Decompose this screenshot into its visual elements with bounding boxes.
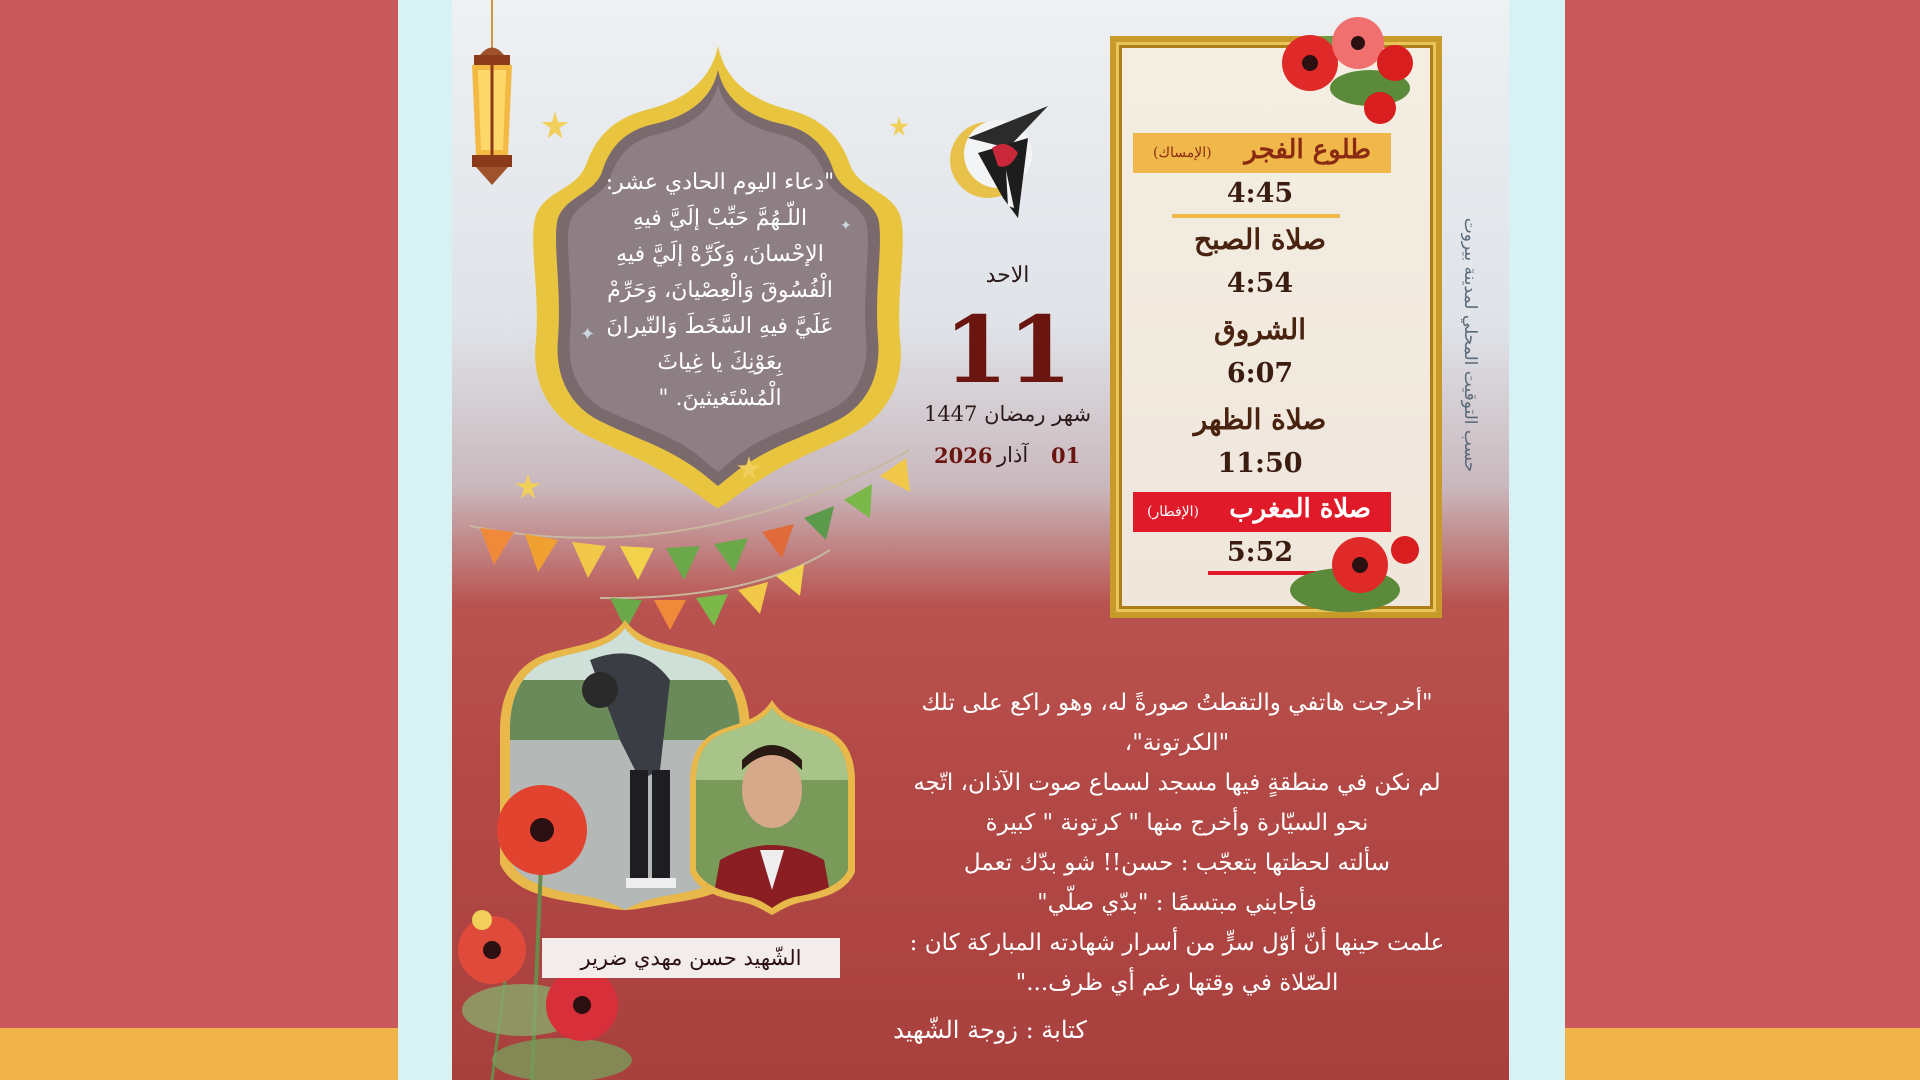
dua-line: الْمُسْتَغيثينَ. " [658, 386, 782, 411]
maghrib-sublabel: (الإفطار) [1147, 504, 1200, 520]
hijri-date: شهر رمضان 1447 [923, 402, 1092, 426]
story-line: "أخرجت هاتفي والتقطتُ صورةً له، وهو راكع على تلك [921, 690, 1433, 716]
right-side-background [1565, 0, 1920, 1080]
dua-line: بِعَوْنِكَ يا غِياثَ [657, 350, 783, 375]
story-line: نحو السيّارة وأخرج منها " كرتونة " كبيرة [985, 810, 1369, 836]
gregorian-month: آذار [997, 443, 1029, 467]
story-line: سألته لحظتها بتعجّب : حسن!! شو بدّك تعمل [963, 850, 1391, 876]
poppy-flower-icon [1270, 8, 1420, 138]
svg-text:✦: ✦ [840, 218, 852, 234]
left-side-background [0, 0, 398, 1080]
story-line: فأجابني مبتسمًا : "بدّي صلّي" [1037, 890, 1317, 916]
poppy-flower-icon [452, 760, 652, 1080]
shurooq-time: 6:07 [1226, 358, 1294, 389]
dua-line: الْفُسُوقَ وَالْعِصْيانَ، وَحَرِّمْ [607, 278, 833, 303]
bunting-flags [470, 430, 950, 630]
dua-line: الإحْسانَ، وَكَرِّهْ إلَيَّ فيهِ [616, 242, 824, 267]
timezone-note: حسب التوقيت المحلي لمدينة بيروت [1460, 217, 1480, 473]
maghrib-time: 5:52 [1226, 537, 1294, 568]
martyr-portrait [690, 700, 855, 915]
fajr-time: 4:45 [1226, 178, 1294, 209]
dhuhr-time: 11:50 [1217, 448, 1303, 479]
poppy-flower-icon [1285, 510, 1425, 630]
bottom-band-left [0, 1028, 398, 1080]
shurooq-label: الشروق [1214, 313, 1306, 346]
fajr-underline [1172, 214, 1340, 218]
lantern-icon [462, 0, 522, 190]
gregorian-day: 01 [1051, 443, 1081, 468]
gregorian-year: 2026 [934, 443, 993, 468]
maghrib-label: صلاة المغرب [1229, 494, 1371, 524]
subh-time: 4:54 [1226, 268, 1294, 299]
organization-logo [948, 98, 1058, 228]
fajr-sublabel: (الإمساك) [1153, 145, 1212, 161]
dua-line: عَلَيَّ فيهِ السَّخَطَ وَالنّيرانَ [606, 314, 834, 339]
subh-label: صلاة الصبح [1193, 223, 1326, 256]
fajr-label-bar [1133, 133, 1391, 173]
dua-text [575, 165, 865, 417]
story-text [862, 683, 1492, 1003]
day-number: 11 [943, 296, 1073, 404]
story-line: لم نكن في منطقةٍ فيها مسجد لسماع صوت الآذان، اتّجه [913, 770, 1441, 796]
star-icon [888, 115, 910, 137]
story-line: "الكرتونة"، [1124, 730, 1230, 756]
dua-line: اللّـهُمَّ حَبِّبْ إلَيَّ فيهِ [632, 206, 808, 231]
martyr-name-tag: الشّهيد حسن مهدي ضرير [542, 938, 840, 978]
story-line: الصّلاة في وقتها رغم أي ظرف..." [1015, 970, 1339, 996]
bottom-band-right [1565, 1028, 1920, 1080]
story-author: كتابة : زوجة الشّهيد [893, 1016, 1087, 1044]
day-name: الاحد [985, 263, 1030, 288]
dhuhr-label: صلاة الظهر [1193, 403, 1327, 436]
svg-text:✦: ✦ [580, 324, 596, 345]
star-icon [540, 110, 570, 140]
dua-line: "دعاء اليوم الحادي عشر: [605, 170, 835, 195]
fajr-label: طلوع الفجر [1244, 135, 1371, 165]
story-line: علمت حينها أنّ أوّل سرٍّ من أسرار شهادته المباركة كان : [909, 930, 1445, 956]
